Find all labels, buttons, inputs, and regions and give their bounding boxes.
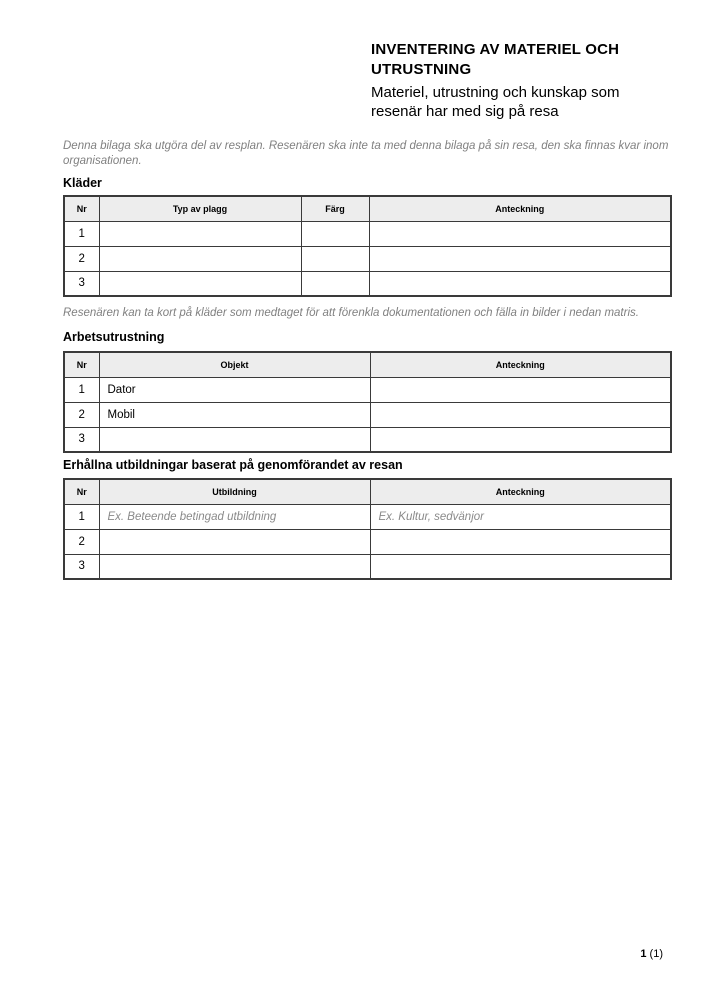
- section-heading-utbildningar: Erhållna utbildningar baserat på genomförandet av resan: [63, 458, 403, 472]
- cell-anteckning: [369, 246, 671, 271]
- table-row: [64, 271, 671, 296]
- cell-utbildning: [99, 529, 370, 554]
- cell-farg: [301, 246, 369, 271]
- klader-header-row: [64, 196, 671, 221]
- table-row: [64, 554, 671, 579]
- cell-anteckning: [370, 427, 671, 452]
- document-subtitle: Materiel, utrustning och kunskap som resenär har med sig på resa: [371, 84, 620, 120]
- cell-anteckning: [369, 271, 671, 296]
- cell-typ-av-plagg: [99, 246, 301, 271]
- arbetsutrustning-table: [63, 351, 672, 453]
- cell-nr: 2: [64, 246, 99, 271]
- table-row: [64, 529, 671, 554]
- cell-anteckning-example: Ex. Kultur, sedvänjor: [370, 504, 671, 529]
- cell-anteckning: [370, 402, 671, 427]
- cell-nr: 3: [64, 427, 99, 452]
- page-total: (1): [649, 948, 663, 960]
- column-header-utbildning: Utbildning: [99, 479, 370, 504]
- utbildningar-header-row: [64, 479, 671, 504]
- table-row: [64, 246, 671, 271]
- section-heading-klader: Kläder: [63, 176, 102, 190]
- table-row: [64, 402, 671, 427]
- cell-objekt: Dator: [99, 377, 370, 402]
- cell-typ-av-plagg: [99, 221, 301, 246]
- cell-utbildning-example: Ex. Beteende betingad utbildning: [99, 504, 370, 529]
- cell-anteckning: [369, 221, 671, 246]
- document-title: INVENTERING AV MATERIEL OCH UTRUSTNING: [371, 41, 620, 78]
- cell-objekt: [99, 427, 370, 452]
- cell-nr: 2: [64, 402, 99, 427]
- table-row: [64, 427, 671, 452]
- section-heading-arbetsutrustning: Arbetsutrustning: [63, 330, 165, 344]
- column-header-typ-av-plagg: Typ av plagg: [99, 196, 301, 221]
- cell-objekt: Mobil: [99, 402, 370, 427]
- utbildningar-table: [63, 478, 672, 580]
- cell-nr: 1: [64, 504, 99, 529]
- intro-note: Denna bilaga ska utgöra del av resplan. Resenären ska inte ta med denna bilaga på sin resa, den ska finnas kvar inom organisationen.: [63, 140, 669, 167]
- column-header-nr: Nr: [64, 196, 99, 221]
- cell-nr: 3: [64, 271, 99, 296]
- klader-photo-note: Resenären kan ta kort på kläder som medtaget för att förenkla dokumentationen och fälla in bilder i nedan matris.: [63, 307, 639, 319]
- cell-anteckning: [370, 377, 671, 402]
- cell-nr: 3: [64, 554, 99, 579]
- cell-nr: 2: [64, 529, 99, 554]
- column-header-nr: Nr: [64, 479, 99, 504]
- column-header-anteckning: Anteckning: [370, 352, 671, 377]
- arbetsutrustning-header-row: [64, 352, 671, 377]
- page-number: 1: [640, 948, 647, 960]
- column-header-anteckning: Anteckning: [370, 479, 671, 504]
- cell-typ-av-plagg: [99, 271, 301, 296]
- cell-nr: 1: [64, 221, 99, 246]
- cell-anteckning: [370, 529, 671, 554]
- column-header-anteckning: Anteckning: [369, 196, 671, 221]
- table-row: [64, 221, 671, 246]
- table-row: [64, 377, 671, 402]
- page-number-footer: [63, 948, 663, 960]
- cell-utbildning: [99, 554, 370, 579]
- cell-anteckning: [370, 554, 671, 579]
- title-block: [371, 40, 672, 121]
- klader-table: [63, 195, 672, 297]
- cell-farg: [301, 271, 369, 296]
- cell-farg: [301, 221, 369, 246]
- column-header-nr: Nr: [64, 352, 99, 377]
- table-row: [64, 504, 671, 529]
- cell-nr: 1: [64, 377, 99, 402]
- column-header-objekt: Objekt: [99, 352, 370, 377]
- column-header-farg: Färg: [301, 196, 369, 221]
